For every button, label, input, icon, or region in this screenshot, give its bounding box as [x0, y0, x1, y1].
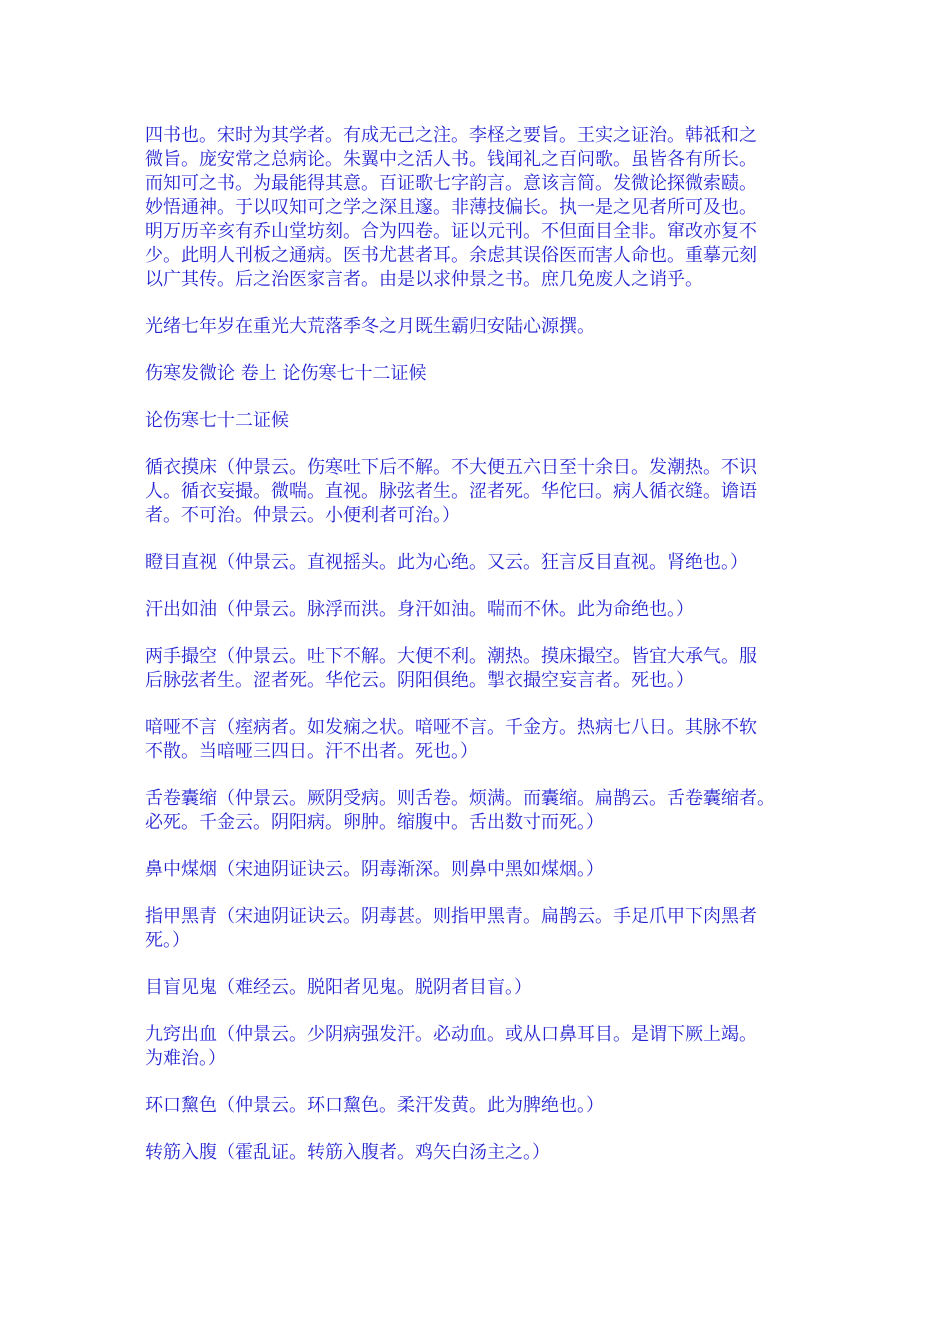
text-line: 四书也。宋时为其学者。有成无己之注。李柽之要旨。王实之证治。韩祗和之: [145, 125, 757, 146]
text-line: 人。循衣妄撮。微喘。直视。脉弦者生。涩者死。华佗曰。病人循衣缝。谵语: [145, 481, 757, 502]
text-line: 喑哑不言（痓病者。如发痫之状。喑哑不言。千金方。热病七八日。其脉不软: [145, 717, 757, 738]
paragraph: [145, 905, 815, 953]
text-line: 瞪目直视（仲景云。直视摇头。此为心绝。又云。狂言反目直视。肾绝也。）: [145, 552, 748, 573]
text-line: 鼻中煤烟（宋迪阴证诀云。阴毒渐深。则鼻中黑如煤烟。）: [145, 859, 604, 880]
text-line: 少。此明人刊板之通病。医书尤甚者耳。余虑其误俗医而害人命也。重摹元刻: [145, 245, 757, 266]
paragraph: [145, 858, 815, 882]
paragraph: [145, 645, 815, 693]
paragraph: [145, 409, 815, 433]
paragraph: [145, 1141, 815, 1165]
text-line: 者。不可治。仲景云。小便利者可治。）: [145, 505, 460, 526]
text-line: 伤寒发微论 卷上 论伤寒七十二证候: [145, 363, 427, 384]
text-line: 循衣摸床（仲景云。伤寒吐下后不解。不大便五六日至十余日。发潮热。不识: [145, 457, 757, 478]
paragraph: [145, 1023, 815, 1071]
paragraph: [145, 787, 815, 835]
text-line: 不散。当喑哑三四日。汗不出者。死也。）: [145, 741, 478, 762]
text-line: 两手撮空（仲景云。吐下不解。大便不利。潮热。摸床撮空。皆宜大承气。服: [145, 646, 757, 667]
text-line: 为难治。）: [145, 1048, 226, 1069]
text-line: 舌卷囊缩（仲景云。厥阴受病。则舌卷。烦满。而囊缩。扁鹊云。舌卷囊缩者。: [145, 788, 775, 809]
text-line: 论伤寒七十二证候: [145, 410, 289, 431]
text-line: 明万历辛亥有乔山堂坊刻。合为四卷。证以元刊。不但面目全非。窜改亦复不: [145, 221, 757, 242]
text-line: 指甲黑青（宋迪阴证诀云。阴毒甚。则指甲黑青。扁鹊云。手足爪甲下肉黑者: [145, 906, 757, 927]
text-line: 必死。千金云。阴阳病。卵肿。缩腹中。舌出数寸而死。）: [145, 812, 604, 833]
document-body: [145, 124, 815, 1188]
text-line: 环口黧色（仲景云。环口黧色。柔汗发黄。此为脾绝也。）: [145, 1095, 604, 1116]
paragraph: [145, 598, 815, 622]
paragraph: [145, 976, 815, 1000]
text-line: 转筋入腹（霍乱证。转筋入腹者。鸡矢白汤主之。）: [145, 1142, 550, 1163]
text-line: 死。）: [145, 930, 190, 951]
paragraph: [145, 362, 815, 386]
text-line: 光绪七年岁在重光大荒落季冬之月既生霸归安陆心源撰。: [145, 316, 595, 337]
paragraph: [145, 315, 815, 339]
text-line: 后脉弦者生。涩者死。华佗云。阴阳俱绝。掣衣撮空妄言者。死也。）: [145, 670, 694, 691]
paragraph: [145, 1094, 815, 1118]
paragraph: [145, 456, 815, 528]
paragraph: [145, 551, 815, 575]
text-line: 微旨。庞安常之总病论。朱翼中之活人书。钱闻礼之百问歌。虽皆各有所长。: [145, 149, 757, 170]
text-line: 以广其传。后之治医家言者。由是以求仲景之书。庶几免废人之诮乎。: [145, 269, 703, 290]
text-line: 目盲见鬼（难经云。脱阳者见鬼。脱阴者目盲。）: [145, 977, 532, 998]
text-line: 而知可之书。为最能得其意。百证歌七字韵言。意该言简。发微论探微索赜。: [145, 173, 757, 194]
text-line: 汗出如油（仲景云。脉浮而洪。身汗如油。喘而不休。此为命绝也。）: [145, 599, 694, 620]
text-line: 九窍出血（仲景云。少阴病强发汗。必动血。或从口鼻耳目。是谓下厥上竭。: [145, 1024, 757, 1045]
paragraph: [145, 716, 815, 764]
paragraph: [145, 124, 815, 292]
text-line: 妙悟通神。于以叹知可之学之深且邃。非薄技偏长。执一是之见者所可及也。: [145, 197, 757, 218]
